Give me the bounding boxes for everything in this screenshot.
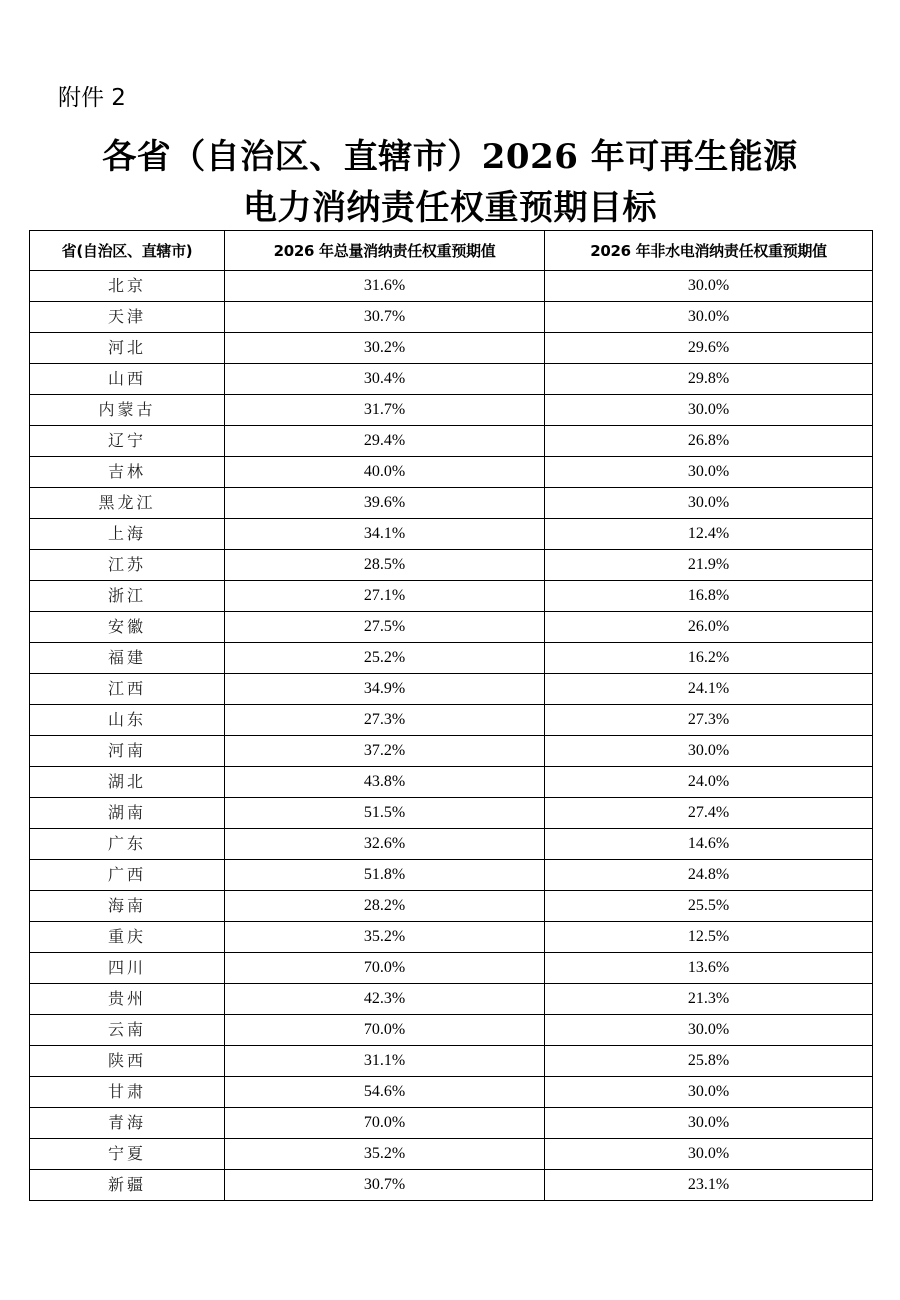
nonhydro-weight-cell: 16.2% (545, 643, 873, 674)
total-weight-cell: 28.2% (225, 891, 545, 922)
province-cell: 山西 (30, 364, 225, 395)
table-row (30, 705, 873, 736)
nonhydro-weight-cell: 30.0% (545, 395, 873, 426)
province-cell: 广西 (30, 860, 225, 891)
total-weight-cell: 70.0% (225, 953, 545, 984)
weight-target-table (29, 230, 873, 1201)
table-header-row (30, 231, 873, 271)
total-weight-cell: 51.8% (225, 860, 545, 891)
total-weight-cell: 25.2% (225, 643, 545, 674)
table-row (30, 302, 873, 333)
table-row (30, 798, 873, 829)
nonhydro-weight-cell: 14.6% (545, 829, 873, 860)
table-row (30, 860, 873, 891)
table-body (30, 271, 873, 1201)
province-cell: 海南 (30, 891, 225, 922)
total-weight-cell: 35.2% (225, 1139, 545, 1170)
province-cell: 广东 (30, 829, 225, 860)
table-row (30, 1046, 873, 1077)
table-row (30, 1108, 873, 1139)
table-row (30, 457, 873, 488)
nonhydro-weight-cell: 23.1% (545, 1170, 873, 1201)
province-cell: 辽宁 (30, 426, 225, 457)
nonhydro-weight-cell: 24.0% (545, 767, 873, 798)
table-row (30, 767, 873, 798)
total-weight-cell: 35.2% (225, 922, 545, 953)
total-weight-cell: 31.6% (225, 271, 545, 302)
table-row (30, 891, 873, 922)
total-weight-cell: 29.4% (225, 426, 545, 457)
total-weight-cell: 30.7% (225, 1170, 545, 1201)
nonhydro-weight-cell: 30.0% (545, 271, 873, 302)
nonhydro-weight-cell: 26.8% (545, 426, 873, 457)
province-cell: 甘肃 (30, 1077, 225, 1108)
nonhydro-weight-cell: 25.5% (545, 891, 873, 922)
total-weight-cell: 34.1% (225, 519, 545, 550)
table-row (30, 1077, 873, 1108)
table-row (30, 395, 873, 426)
province-cell: 湖北 (30, 767, 225, 798)
nonhydro-weight-cell: 30.0% (545, 1015, 873, 1046)
province-cell: 天津 (30, 302, 225, 333)
total-weight-cell: 30.7% (225, 302, 545, 333)
total-weight-cell: 30.2% (225, 333, 545, 364)
total-weight-cell: 42.3% (225, 984, 545, 1015)
table-row (30, 643, 873, 674)
nonhydro-weight-cell: 30.0% (545, 1077, 873, 1108)
document-title-line-2: 电力消纳责任权重预期目标 (243, 188, 657, 228)
nonhydro-weight-cell: 16.8% (545, 581, 873, 612)
table-row (30, 922, 873, 953)
province-cell: 黑龙江 (30, 488, 225, 519)
nonhydro-weight-cell: 29.8% (545, 364, 873, 395)
province-cell: 宁夏 (30, 1139, 225, 1170)
province-cell: 青海 (30, 1108, 225, 1139)
province-cell: 北京 (30, 271, 225, 302)
total-weight-cell: 31.1% (225, 1046, 545, 1077)
total-weight-cell: 70.0% (225, 1015, 545, 1046)
nonhydro-weight-cell: 30.0% (545, 457, 873, 488)
nonhydro-weight-cell: 24.1% (545, 674, 873, 705)
total-weight-cell: 32.6% (225, 829, 545, 860)
nonhydro-weight-cell: 13.6% (545, 953, 873, 984)
nonhydro-weight-cell: 30.0% (545, 488, 873, 519)
total-weight-cell: 51.5% (225, 798, 545, 829)
table-row (30, 271, 873, 302)
province-cell: 安徽 (30, 612, 225, 643)
province-cell: 贵州 (30, 984, 225, 1015)
column-header-total-weight: 2026 年总量消纳责任权重预期值 (225, 231, 545, 271)
total-weight-cell: 70.0% (225, 1108, 545, 1139)
nonhydro-weight-cell: 12.4% (545, 519, 873, 550)
nonhydro-weight-cell: 27.4% (545, 798, 873, 829)
province-cell: 福建 (30, 643, 225, 674)
total-weight-cell: 54.6% (225, 1077, 545, 1108)
total-weight-cell: 28.5% (225, 550, 545, 581)
total-weight-cell: 34.9% (225, 674, 545, 705)
total-weight-cell: 39.6% (225, 488, 545, 519)
column-header-nonhydro-weight: 2026 年非水电消纳责任权重预期值 (545, 231, 873, 271)
table-row (30, 953, 873, 984)
province-cell: 河南 (30, 736, 225, 767)
nonhydro-weight-cell: 30.0% (545, 302, 873, 333)
table-row (30, 1015, 873, 1046)
province-cell: 云南 (30, 1015, 225, 1046)
province-cell: 陕西 (30, 1046, 225, 1077)
province-cell: 河北 (30, 333, 225, 364)
table-row (30, 519, 873, 550)
total-weight-cell: 40.0% (225, 457, 545, 488)
nonhydro-weight-cell: 29.6% (545, 333, 873, 364)
province-cell: 山东 (30, 705, 225, 736)
total-weight-cell: 30.4% (225, 364, 545, 395)
nonhydro-weight-cell: 12.5% (545, 922, 873, 953)
nonhydro-weight-cell: 30.0% (545, 1139, 873, 1170)
nonhydro-weight-cell: 27.3% (545, 705, 873, 736)
nonhydro-weight-cell: 24.8% (545, 860, 873, 891)
total-weight-cell: 27.3% (225, 705, 545, 736)
province-cell: 新疆 (30, 1170, 225, 1201)
table-row (30, 364, 873, 395)
table-row (30, 333, 873, 364)
total-weight-cell: 31.7% (225, 395, 545, 426)
table-row (30, 550, 873, 581)
nonhydro-weight-cell: 26.0% (545, 612, 873, 643)
nonhydro-weight-cell: 25.8% (545, 1046, 873, 1077)
province-cell: 江苏 (30, 550, 225, 581)
province-cell: 上海 (30, 519, 225, 550)
table-row (30, 488, 873, 519)
province-cell: 四川 (30, 953, 225, 984)
province-cell: 湖南 (30, 798, 225, 829)
column-header-province: 省(自治区、直辖市) (30, 231, 225, 271)
province-cell: 江西 (30, 674, 225, 705)
total-weight-cell: 43.8% (225, 767, 545, 798)
table-row (30, 426, 873, 457)
table-row (30, 1170, 873, 1201)
total-weight-cell: 27.1% (225, 581, 545, 612)
document-title-line-1: 各省（自治区、直辖市）2026 年可再生能源 (102, 137, 798, 177)
attachment-label: 附件 2 (58, 85, 126, 111)
total-weight-cell: 27.5% (225, 612, 545, 643)
table-row (30, 612, 873, 643)
province-cell: 内蒙古 (30, 395, 225, 426)
nonhydro-weight-cell: 21.3% (545, 984, 873, 1015)
province-cell: 吉林 (30, 457, 225, 488)
table-row (30, 984, 873, 1015)
nonhydro-weight-cell: 21.9% (545, 550, 873, 581)
table-row (30, 1139, 873, 1170)
nonhydro-weight-cell: 30.0% (545, 736, 873, 767)
nonhydro-weight-cell: 30.0% (545, 1108, 873, 1139)
table-row (30, 581, 873, 612)
table-row (30, 736, 873, 767)
province-cell: 重庆 (30, 922, 225, 953)
table-row (30, 829, 873, 860)
province-cell: 浙江 (30, 581, 225, 612)
table-row (30, 674, 873, 705)
total-weight-cell: 37.2% (225, 736, 545, 767)
